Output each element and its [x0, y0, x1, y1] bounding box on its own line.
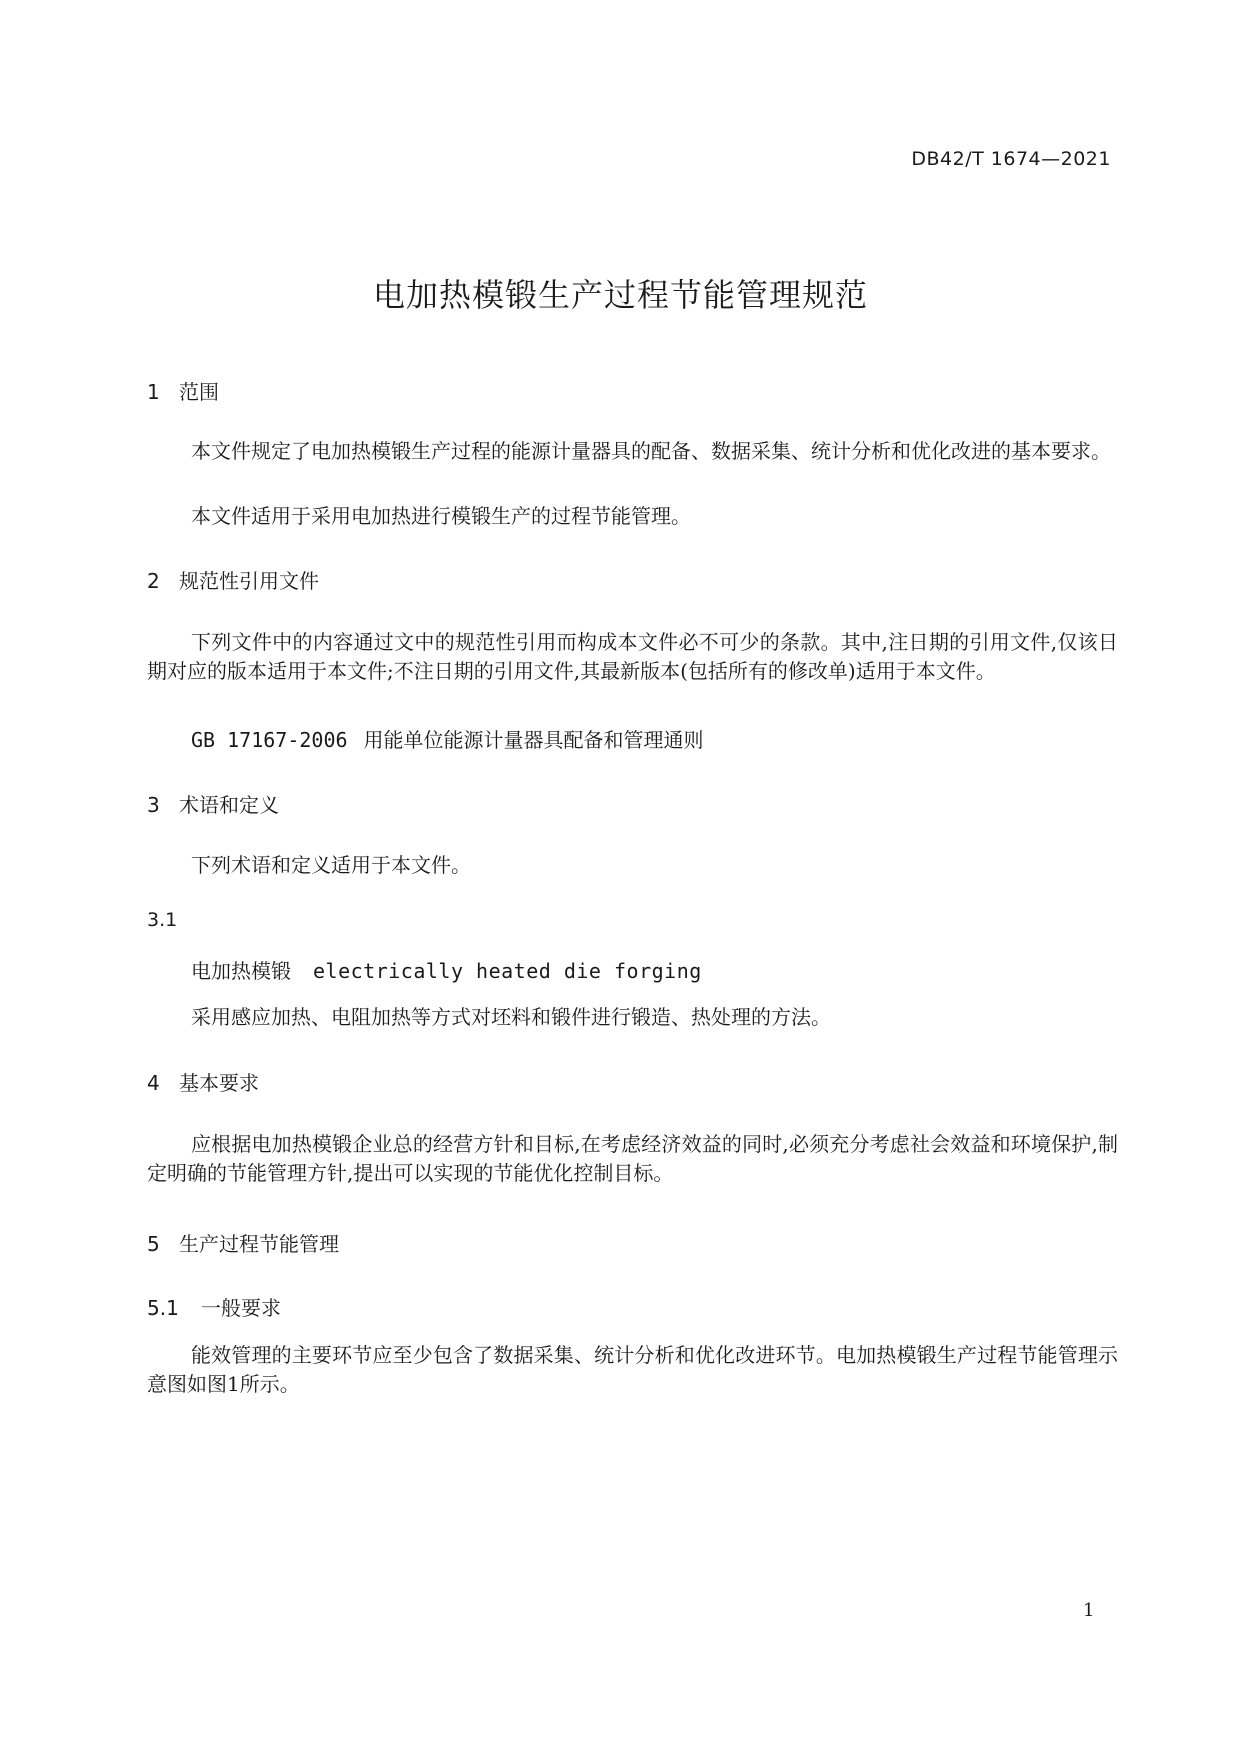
normative-reference — [147, 726, 1118, 755]
subsection-number: 5.1 — [147, 1296, 179, 1320]
section-title: 规范性引用文件 — [179, 569, 319, 593]
subsection-title: 一般要求 — [201, 1296, 281, 1320]
section-title: 生产过程节能管理 — [179, 1232, 339, 1256]
term-english: electrically heated die forging — [313, 959, 702, 983]
term-entry — [191, 955, 702, 984]
document-title: 电加热模锻生产过程节能管理规范 — [372, 276, 868, 314]
section-2-paragraph-1: 下列文件中的内容通过文中的规范性引用而构成本文件必不可少的条款。其中,注日期的引用文件,仅该日期对应的版本适用于本文件;不注日期的引用文件,其最新版本(包括所有的修改单)适用于本文件。 — [147, 630, 1118, 683]
section-title: 术语和定义 — [179, 793, 279, 817]
section-number: 2 — [147, 569, 160, 593]
section-2-heading — [147, 565, 319, 594]
section-number: 5 — [147, 1232, 160, 1256]
reference-title: 用能单位能源计量器具配备和管理通则 — [363, 728, 704, 752]
page-number: 1 — [1083, 1600, 1095, 1621]
section-4-paragraph-1: 应根据电加热模锻企业总的经营方针和目标,在考虑经济效益的同时,必须充分考虑社会效益和环境保护,制定明确的节能管理方针,提出可以实现的节能优化控制目标。 — [147, 1132, 1118, 1185]
reference-code: GB 17167-2006 — [191, 728, 348, 752]
section-1-paragraph-1: 本文件规定了电加热模锻生产过程的能源计量器具的配备、数据采集、统计分析和优化改进的基本要求。 — [191, 439, 1111, 463]
section-number: 4 — [147, 1071, 160, 1095]
section-1-heading — [147, 376, 219, 405]
section-4-heading — [147, 1067, 259, 1096]
section-number: 1 — [147, 380, 160, 404]
section-title: 基本要求 — [179, 1071, 259, 1095]
section-title: 范围 — [179, 380, 219, 404]
term-number: 3.1 — [147, 909, 178, 931]
section-3-paragraph-1: 下列术语和定义适用于本文件。 — [191, 853, 471, 877]
term-definition: 采用感应加热、电阻加热等方式对坯料和锻件进行锻造、热处理的方法。 — [191, 1005, 831, 1029]
term-chinese: 电加热模锻 — [191, 959, 291, 983]
section-5-1-paragraph-1: 能效管理的主要环节应至少包含了数据采集、统计分析和优化改进环节。电加热模锻生产过程节能管理示意图如图1所示。 — [147, 1343, 1118, 1396]
standard-code: DB42/T 1674—2021 — [911, 148, 1111, 170]
section-number: 3 — [147, 793, 160, 817]
section-3-heading — [147, 789, 279, 818]
section-1-paragraph-2: 本文件适用于采用电加热进行模锻生产的过程节能管理。 — [191, 504, 691, 528]
section-5-heading — [147, 1228, 339, 1257]
subsection-5-1-heading — [147, 1292, 281, 1321]
